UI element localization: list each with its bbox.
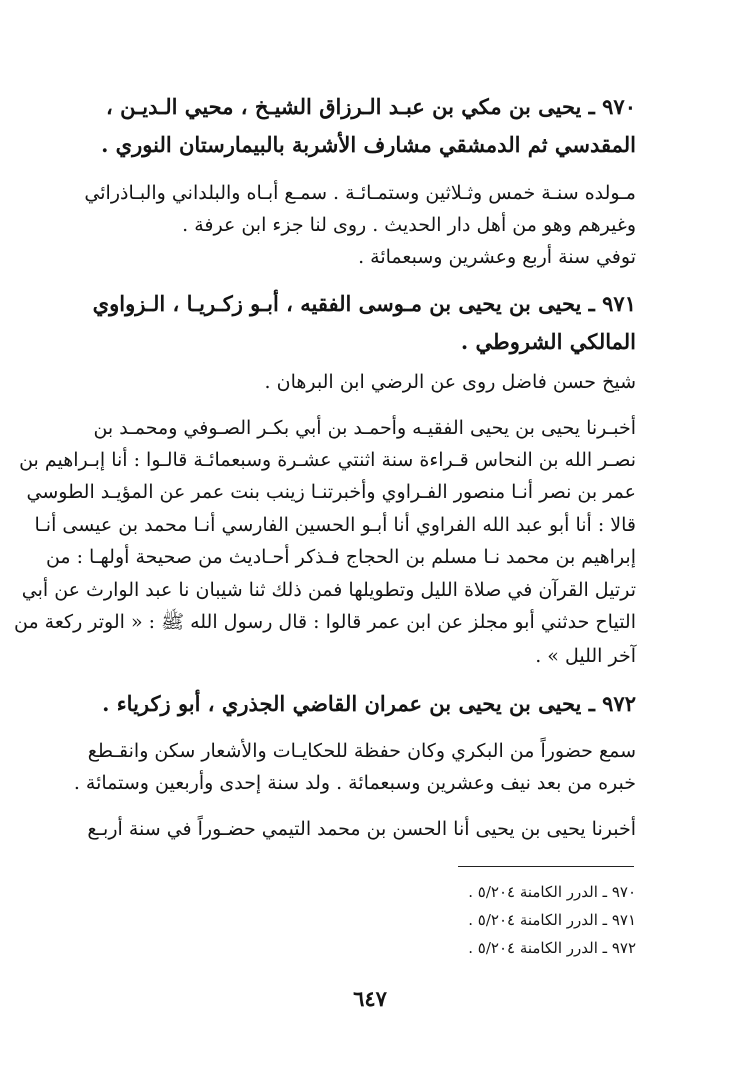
footnote-971: ٩٧١ ـ الدرر الكامنة ٥/٢٠٤ . bbox=[468, 911, 636, 929]
entry-971-body-line-9: آخر الليل » . bbox=[535, 645, 636, 667]
entry-972-body-line-1: سمع حضوراً من البكري وكان حفظة للحكايـات والأشعار سكن وانقـطع bbox=[87, 740, 636, 762]
entry-971-body-line-4: عمر بن نصر أنـا منصور الفـراوي وأخبرتنـا زينب بنت عمر عن المؤيـد الطوسي bbox=[26, 481, 636, 503]
entry-972-body-line-3: أخبرنا يحيى بن يحيى أنا الحسن بن محمد التيمي حضـوراً في سنة أربـع bbox=[87, 818, 636, 840]
entry-972-body-line-2: خبره من بعد نيف وعشرين وسبعمائة . ولد سنة إحدى وأربعين وستمائة . bbox=[73, 772, 636, 794]
footnote-970: ٩٧٠ ـ الدرر الكامنة ٥/٢٠٤ . bbox=[468, 883, 636, 901]
entry-971-body-line-5: قالا : أنا أبو عبد الله الفراوي أنا أبـو الحسين الفارسي أنـا محمد بن عيسى أنـا bbox=[34, 514, 636, 536]
entry-970-heading-line-2: المقدسي ثم الدمشقي مشارف الأشربة بالبيمارستان النوري . bbox=[101, 132, 636, 157]
entry-970-heading-line-1: ٩٧٠ ـ يحيى بن مكي بن عبـد الـرزاق الشيـخ ، محيي الـديـن ، bbox=[106, 94, 636, 119]
page-number: ٦٤٧ bbox=[353, 986, 387, 1011]
entry-971-body-line-3: نصـر الله بن النحاس قـراءة سنة اثنتي عشـرة وسبعمائـة قالـوا : أنا إبـراهيم بن bbox=[19, 449, 636, 471]
entry-971-body-line-1: شيخ حسن فاضل روى عن الرضي ابن البرهان . bbox=[264, 371, 636, 393]
entry-971-body-line-8: التياح حدثني أبو مجلز عن ابن عمر قالوا : قال رسول الله ﷺ : « الوتر ركعة من bbox=[13, 611, 636, 633]
entry-971-heading-line-2: المالكي الشروطي . bbox=[460, 329, 636, 354]
entry-972-heading: ٩٧٢ ـ يحيى بن يحيى بن عمران القاضي الجذري ، أبو زكرياء . bbox=[102, 691, 636, 716]
entry-971-body-line-6: إبراهيم بن محمد نـا مسلم بن الحجاج فـذكر أحـاديث من صحيحة أولهـا : من bbox=[45, 546, 636, 568]
entry-970-body-line-3: توفي سنة أربع وعشرين وسبعمائة . bbox=[358, 246, 636, 268]
entry-971-body-line-7: ترتيل القرآن في صلاة الليل وتطويلها فمن ذلك ثنا شيبان نا عبد الوارث عن أبي bbox=[21, 579, 636, 601]
footnote-divider bbox=[458, 866, 634, 867]
entry-970-body-line-1: مـولده سنـة خمس وثـلاثين وستمـائـة . سمـع أبـاه والبلداني والبـاذرائي bbox=[84, 182, 636, 204]
footnote-972: ٩٧٢ ـ الدرر الكامنة ٥/٢٠٤ . bbox=[468, 939, 636, 957]
entry-971-body-line-2: أخبـرنا يحيى بن يحيى الفقيـه وأحمـد بن أبي بكـر الصـوفي ومحمـد بن bbox=[93, 417, 636, 439]
entry-970-body-line-2: وغيرهم وهو من أهل دار الحديث . روى لنا جزء ابن عرفة . bbox=[182, 214, 636, 236]
entry-971-heading-line-1: ٩٧١ ـ يحيى بن يحيى بن مـوسى الفقيه ، أبـو زكـريـا ، الـزواوي bbox=[92, 291, 636, 316]
